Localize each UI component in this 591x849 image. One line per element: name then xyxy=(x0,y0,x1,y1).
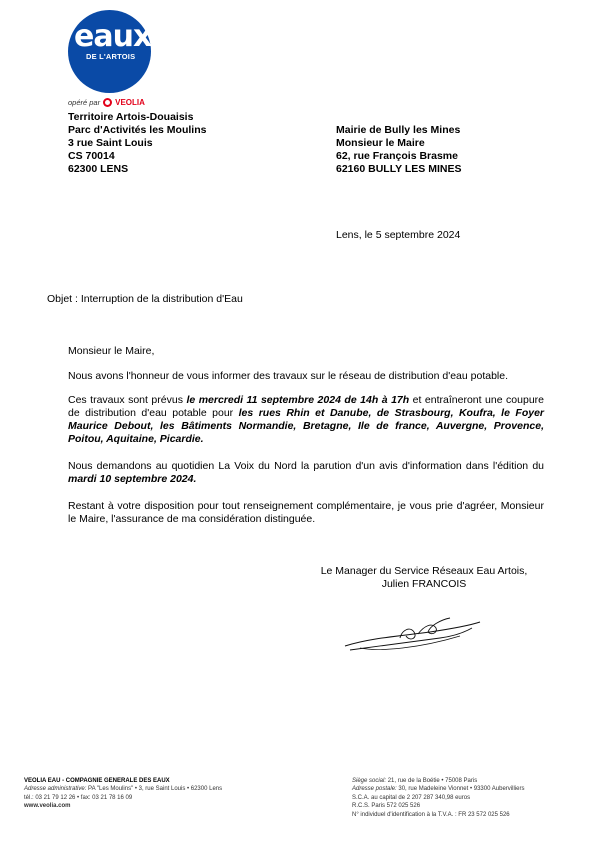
footer-value: 21, rue de la Boétie • 75008 Paris xyxy=(386,778,478,784)
paragraph-works xyxy=(68,394,544,446)
footer-label: Adresse postale: xyxy=(352,786,397,793)
operated-by xyxy=(68,98,145,107)
footer-label: Adresse administrative: xyxy=(24,786,87,793)
operated-by-label: opéré par xyxy=(68,98,101,107)
recipient-line: Mairie de Bully les Mines xyxy=(336,124,461,136)
footer-seat xyxy=(352,777,524,785)
footer-tva: N° individuel d'identification à la T.V.A. : FR 23 572 025 526 xyxy=(352,811,510,818)
footer-capital: S.C.A. au capital de 2 207 287 340,98 euros xyxy=(352,794,471,801)
footer-left xyxy=(24,777,222,811)
sender-line: Territoire Artois-Douaisis xyxy=(68,111,194,123)
footer-company: VEOLIA EAU - COMPAGNIE GENERALE DES EAUX xyxy=(24,778,170,784)
salutation: Monsieur le Maire, xyxy=(68,345,155,357)
logo-wordmark: eaux xyxy=(74,19,152,54)
works-date: le mercredi 11 septembre 2024 de 14h à 17h xyxy=(186,394,410,406)
footer-right xyxy=(352,777,524,819)
works-text: et entraîneront une coupure de distribution d'eau potable pour xyxy=(68,394,544,419)
footer-admin-address xyxy=(24,785,222,793)
newspaper-text: Nous demandons au quotidien La Voix du Nord la parution d'un avis d'information dans l'édition du xyxy=(68,460,544,472)
recipient-line: Monsieur le Maire xyxy=(336,137,425,149)
sender-line: Parc d'Activités les Moulins xyxy=(68,124,207,136)
signatory-block xyxy=(300,565,548,591)
newspaper-date: mardi 10 septembre 2024. xyxy=(68,473,197,485)
sender-line: CS 70014 xyxy=(68,150,115,162)
footer-website: www.veolia.com xyxy=(24,803,71,810)
footer-value: 30, rue Madeleine Vionnet • 93300 Aubervilliers xyxy=(396,786,525,793)
footer-label: Siège social: xyxy=(352,778,387,784)
footer-value: PA "Les Moulins" • 3, rue Saint Louis • 62300 Lens xyxy=(86,786,223,793)
recipient-line: 62, rue François Brasme xyxy=(336,150,458,162)
logo-subtitle: DE L'ARTOIS xyxy=(86,52,136,61)
veolia-wordmark: VEOLIA xyxy=(115,98,145,107)
footer-rcs: R.C.S. Paris 572 025 526 xyxy=(352,803,421,810)
signatory-title: Le Manager du Service Réseaux Eau Artois, xyxy=(320,565,528,577)
paragraph-closing: Restant à votre disposition pour tout renseignement complémentaire, je vous prie d'agréer, Monsieur le Maire, l'assurance de ma considération distinguée. xyxy=(68,500,544,525)
paragraph-newspaper xyxy=(68,460,544,486)
letter-subject: Objet : Interruption de la distribution d'Eau xyxy=(47,293,243,305)
veolia-logo-icon xyxy=(103,98,112,107)
sender-address xyxy=(68,111,206,176)
footer-phone: tél.: 03 21 79 12 26 • fax: 03 21 78 16 09 xyxy=(24,794,133,801)
works-text: Ces travaux sont prévus xyxy=(68,394,187,406)
sender-line: 62300 LENS xyxy=(68,163,129,175)
sender-line: 3 rue Saint Louis xyxy=(68,137,153,149)
recipient-line: 62160 BULLY LES MINES xyxy=(336,163,462,175)
letter-date: Lens, le 5 septembre 2024 xyxy=(336,229,461,241)
signatory-name: Julien FRANCOIS xyxy=(381,578,467,590)
paragraph-intro: Nous avons l'honneur de vous informer des travaux sur le réseau de distribution d'eau potable. xyxy=(68,370,509,382)
footer-postal xyxy=(352,785,524,793)
signature-icon xyxy=(340,608,485,656)
recipient-address xyxy=(336,124,461,176)
works-streets: les rues Rhin et Danube, de Strasbourg, Koufra, le Foyer Maurice Debout, les Bâtiments Normandie, Bretagne, Ile de france, Auvergne, Provence, Poitou, Aquitaine, Picardie. xyxy=(68,407,544,445)
